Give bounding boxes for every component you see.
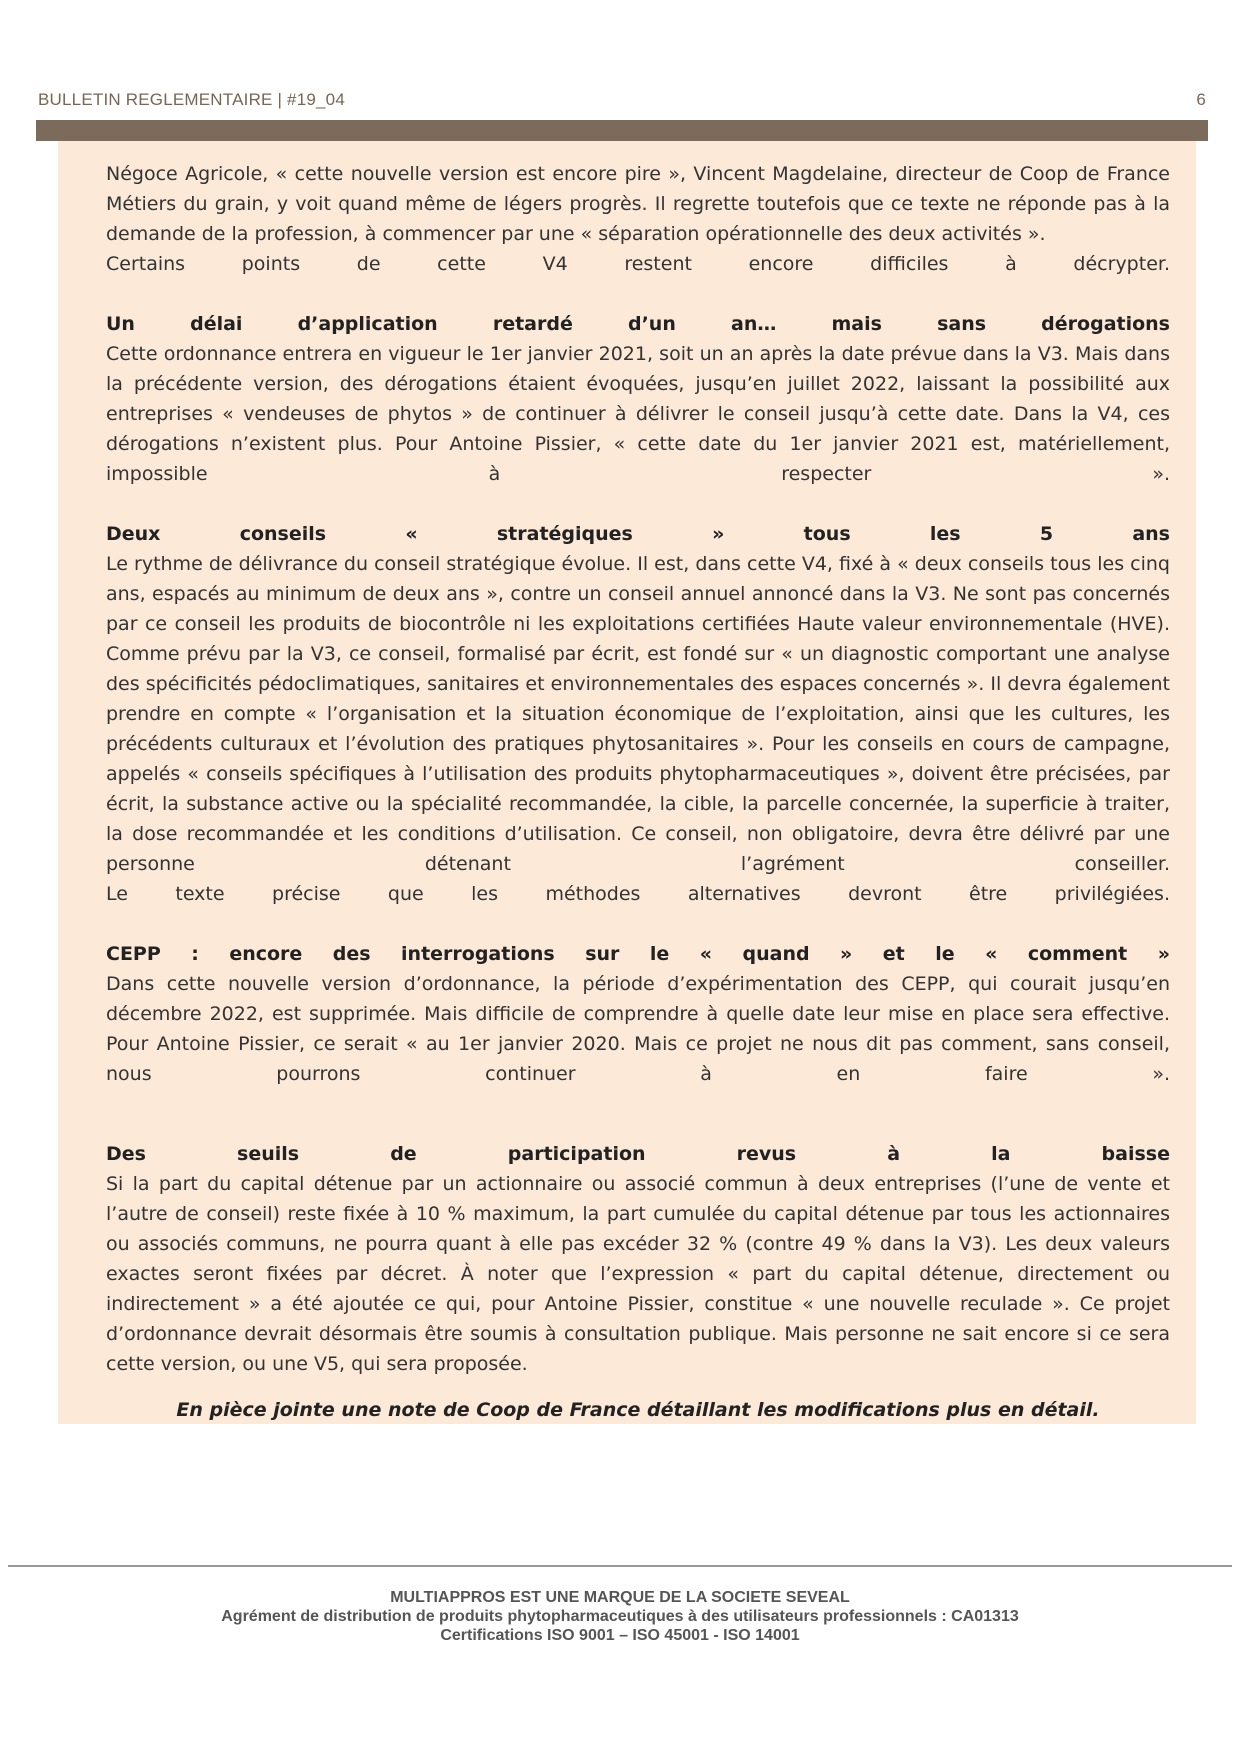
section-paragraph-conseils-closing: Le texte précise que les méthodes alternatives devront être privilégiées.: [106, 883, 1170, 905]
section-heading-cepp: CEPP : encore des interrogations sur le « quand » et le « comment »: [106, 943, 1170, 965]
bulletin-title: BULLETIN REGLEMENTAIRE | #19_04: [38, 90, 345, 109]
footer-divider: [8, 1565, 1232, 1567]
footer-agrement: Agrément de distribution de produits phytopharmaceutiques à des utilisateurs professionnels : CA01313: [221, 1608, 1019, 1625]
page-header: [38, 90, 1206, 110]
closing-note: En pièce jointe une note de Coop de France détaillant les modifications plus en détail.: [176, 1399, 1100, 1421]
article-body: [58, 141, 1196, 1424]
section-heading-seuils: Des seuils de participation revus à la baisse: [106, 1143, 1170, 1165]
footer-certifications: Certifications ISO 9001 – ISO 45001 - ISO 14001: [440, 1627, 800, 1644]
intro-paragraph-closing: Certains points de cette V4 restent encore difficiles à décrypter.: [106, 253, 1170, 275]
header-bar: [36, 120, 1208, 141]
section-heading-conseils: Deux conseils « stratégiques » tous les 5 ans: [106, 523, 1170, 545]
section-paragraph-conseils: Le rythme de délivrance du conseil stratégique évolue. Il est, dans cette V4, fixé à « deux conseils tous les cinq ans, espacés au minimum de deux ans », contre un conseil annuel annoncé dans la V3. Ne sont pas concernés par ce conseil les produits de biocontrôle ni les exploitations certifiées Haute valeur environnementale (HVE). Comme prévu par la V3, ce conseil, formalisé par écrit, est fondé sur « un diagnostic comportant une analyse des spécificités pédoclimatiques, sanitaires et environnementales des espaces concernés ». Il devra également prendre en compte « l’organisation et la situation économique de l’exploitation, ainsi que les cultures, les précédents culturaux et l’évolution des pratiques phytosanitaires ». Pour les conseils en cours de campagne, appelés « conseils spécifiques à l’utilisation des produits phytopharmaceutiques », doivent être précisées, par écrit, la substance active ou la spécialité recommandée, la cible, la parcelle concernée, la superficie à traiter, la dose recommandée et les conditions d’utilisation. Ce conseil, non obligatoire, devra être délivré par une personne détenant l’agrément conseiller.: [106, 553, 1170, 875]
section-paragraph-delai: Cette ordonnance entrera en vigueur le 1er janvier 2021, soit un an après la date prévue dans la V3. Mais dans la précédente version, des dérogations étaient évoquées, jusqu’en juillet 2022, laissant la possibilité aux entreprises « vendeuses de phytos » de continuer à délivrer le conseil jusqu’à cette date. Dans la V4, ces dérogations n’existent plus. Pour Antoine Pissier, « cette date du 1er janvier 2021 est, matériellement,: [106, 343, 1170, 455]
section-heading-delai: Un délai d’application retardé d’un an… mais sans dérogations: [106, 313, 1170, 335]
page-footer: [0, 1588, 1240, 1645]
section-paragraph-seuils: Si la part du capital détenue par un actionnaire ou associé commun à deux entreprises (l’une de vente et l’autre de conseil) reste fixée à 10 % maximum, la part cumulée du capital détenue par tous les actionnaires ou associés communs, ne pourra quant à elle pas excéder 32 % (contre 49 % dans la V3). Les deux valeurs exactes seront fixées par décret. À noter que l’expression « part du capital détenue, directement ou indirectement » a été ajoutée ce qui, pour Antoine Pissier, constitue « une nouvelle reculade ». Ce projet d’ordonnance devrait désormais être soumis à consultation publique. Mais personne ne sait encore si ce sera cette version, ou une V5, qui sera proposée.: [106, 1173, 1170, 1375]
section-paragraph-cepp-closing: nous pourrons continuer à en faire ».: [106, 1063, 1170, 1085]
section-paragraph-cepp: Dans cette nouvelle version d’ordonnance, la période d’expérimentation des CEPP, qui courait jusqu’en décembre 2022, est supprimée. Mais difficile de comprendre à quelle date leur mise en place sera effective. Pour Antoine Pissier, ce serait « au 1er janvier 2020. Mais ce projet ne nous dit pas comment, sans conseil,: [106, 973, 1170, 1055]
intro-paragraph: Négoce Agricole, « cette nouvelle version est encore pire », Vincent Magdelaine, directeur de Coop de France Métiers du grain, y voit quand même de légers progrès. Il regrette toutefois que ce texte ne réponde pas à la demande de la profession, à commencer par une « séparation opérationnelle des deux activités ».: [106, 163, 1170, 245]
section-paragraph-delai-closing: impossible à respecter ».: [106, 463, 1170, 485]
page-number: 6: [1196, 90, 1206, 109]
footer-company: MULTIAPPROS EST UNE MARQUE DE LA SOCIETE SEVEAL: [390, 1589, 850, 1606]
